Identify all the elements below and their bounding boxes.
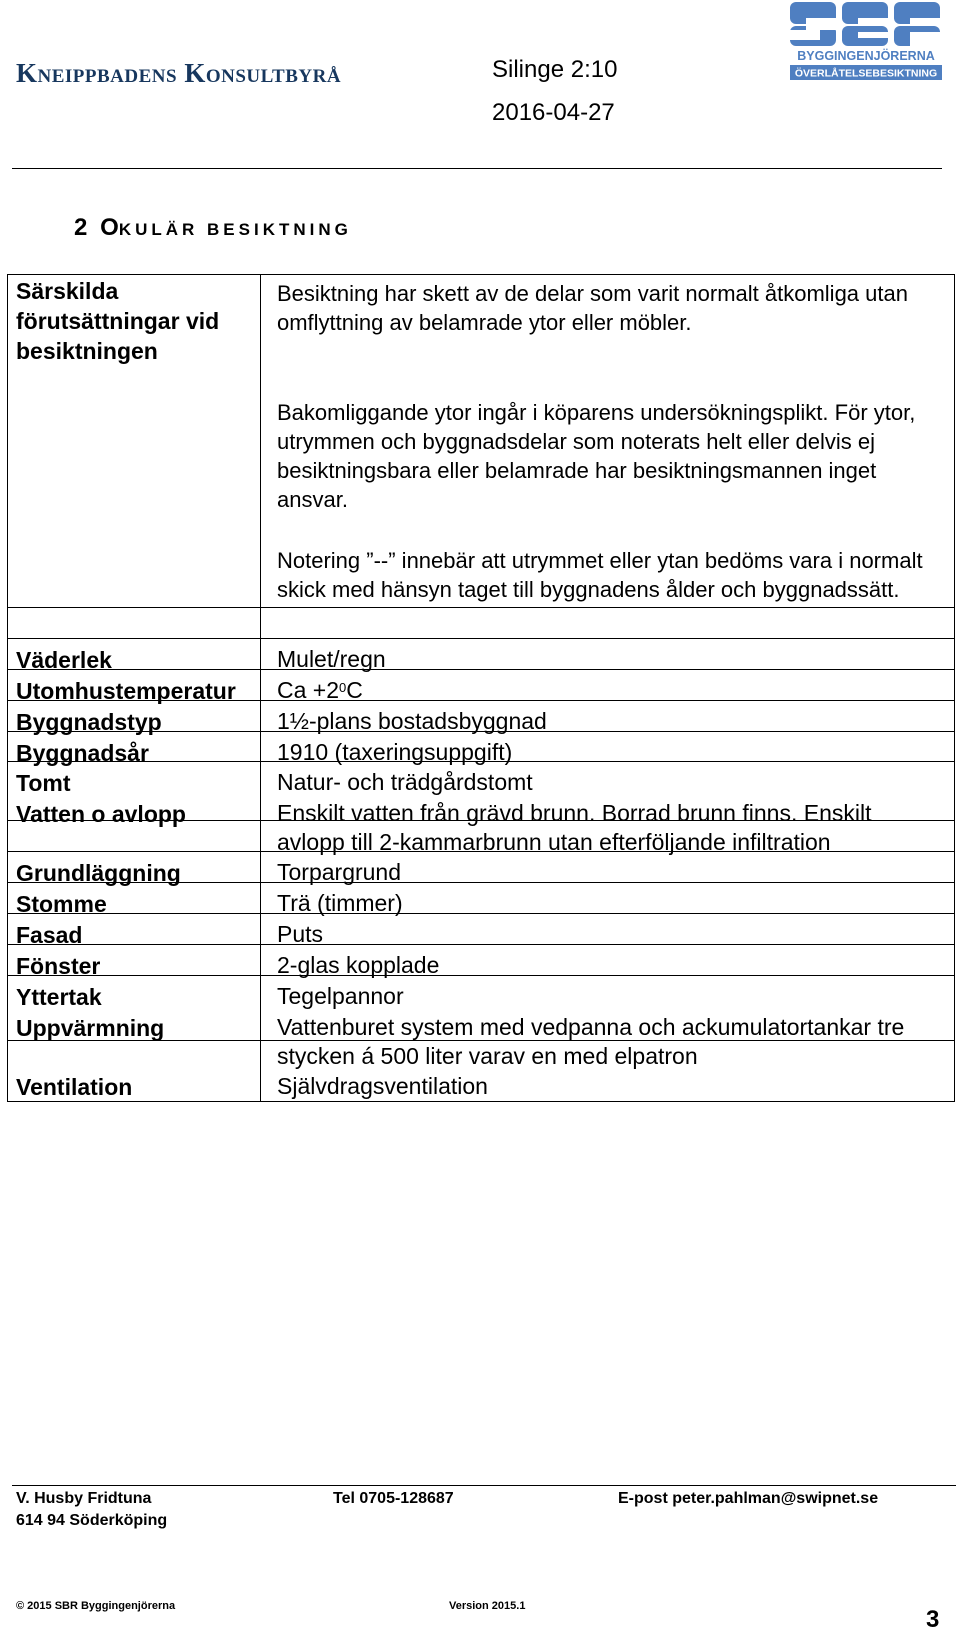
degree-sign: 0	[339, 680, 347, 695]
page-number: 3	[926, 1606, 940, 1633]
row-value-heating: Vattenburet system med vedpanna och ackumulatortankar tre stycken á 500 liter varav en med elpatron	[277, 1014, 905, 1069]
row-value-building-type: 1½-plans bostadsbyggnad	[277, 708, 547, 734]
footer-postal-address: 614 94 Söderköping	[16, 1512, 168, 1529]
footer-email: E-post peter.pahlman@swipnet.se	[618, 1490, 879, 1507]
row-value-windows: 2-glas kopplade	[277, 952, 440, 978]
conditions-paragraph: Notering ”--” innebär att utrymmet eller ytan bedöms vara i normalt skick med hänsyn taget till byggnadens ålder och byggnadssätt.	[277, 548, 923, 602]
row-value-water-sewage: Enskilt vatten från grävd brunn. Borrad brunn finns. Enskilt avlopp till 2-kammarbrunn utan efterföljande infiltration	[277, 800, 872, 855]
row-value-weather: Mulet/regn	[277, 646, 386, 672]
footer-copyright: © 2015 SBR Byggingenjörerna	[16, 1600, 176, 1612]
row-value-building-year: 1910 (taxeringsuppgift)	[277, 739, 513, 765]
footer-version: Version 2015.1	[449, 1600, 526, 1612]
table-column-divider	[260, 274, 261, 1102]
row-label-building-year: Byggnadsår	[16, 740, 149, 766]
row-value-outdoor-temperature	[277, 676, 942, 705]
header-divider	[12, 168, 942, 169]
section-title-initial: O	[100, 214, 119, 241]
footer-name: V. Husby Fridtuna	[16, 1490, 152, 1507]
table-border-top	[7, 274, 955, 275]
row-label-windows: Fönster	[16, 953, 101, 979]
section-heading	[74, 214, 352, 242]
row-label-foundation: Grundläggning	[16, 860, 181, 886]
row-value-plot: Natur- och trädgårdstomt	[277, 769, 533, 795]
conditions-label-text: Särskilda förutsättningar vid besiktningen	[16, 278, 220, 364]
row-label-facade: Fasad	[16, 922, 83, 948]
sbr-logo-line1: BYGGINGENJÖRERNA	[797, 49, 935, 63]
row-label-frame: Stomme	[16, 891, 107, 917]
temperature-value: Ca +2	[277, 677, 340, 703]
row-label-heating: Uppvärmning	[16, 1015, 165, 1041]
row-label-outdoor-temperature: Utomhustemperatur	[16, 678, 236, 704]
property-designation: Silinge 2:10	[492, 56, 618, 83]
sbr-logo-line2: ÖVERLÅTELSEBESIKTNING	[794, 67, 938, 80]
row-value-roof: Tegelpannor	[277, 983, 404, 1009]
row-value-ventilation: Självdragsventilation	[277, 1073, 488, 1099]
table-border-right	[954, 274, 955, 1102]
conditions-label	[16, 276, 251, 366]
row-label-roof: Yttertak	[16, 984, 102, 1010]
section-number: 2	[74, 214, 88, 241]
footer-divider	[12, 1485, 956, 1486]
row-label-weather: Väderlek	[16, 647, 112, 673]
report-date: 2016-04-27	[492, 99, 615, 126]
row-value-foundation: Torpargrund	[277, 859, 402, 885]
row-label-building-type: Byggnadstyp	[16, 709, 162, 735]
row-value-facade: Puts	[277, 921, 324, 947]
conditions-paragraph: Bakomliggande ytor ingår i köparens undersökningsplikt. För ytor, utrymmen och byggnadsdelar som noterats helt eller delvis ej besiktningsbara eller belamrade har besiktningsmannen inget ansvar.	[277, 400, 916, 512]
company-name: Kneippbadens Konsultbyrå	[16, 58, 342, 88]
row-divider	[7, 638, 955, 639]
footer-phone: Tel 0705-128687	[333, 1490, 454, 1507]
row-divider	[7, 607, 955, 608]
row-label-plot: Tomt	[16, 770, 71, 796]
row-label-water-sewage: Vatten o avlopp	[16, 801, 186, 827]
row-label-ventilation: Ventilation	[16, 1074, 133, 1100]
conditions-paragraph: Besiktning har skett av de delar som varit normalt åtkomliga utan omflyttning av belamrade ytor eller möbler.	[277, 281, 908, 335]
table-border-left	[7, 274, 8, 1102]
table-border-bottom	[7, 1101, 955, 1102]
temperature-unit: C	[346, 677, 363, 703]
section-title-rest: KULÄR BESIKTNING	[118, 220, 352, 239]
sbr-logo	[790, 2, 942, 82]
sbr-logo-mark	[790, 2, 940, 46]
row-value-frame: Trä (timmer)	[277, 890, 403, 916]
